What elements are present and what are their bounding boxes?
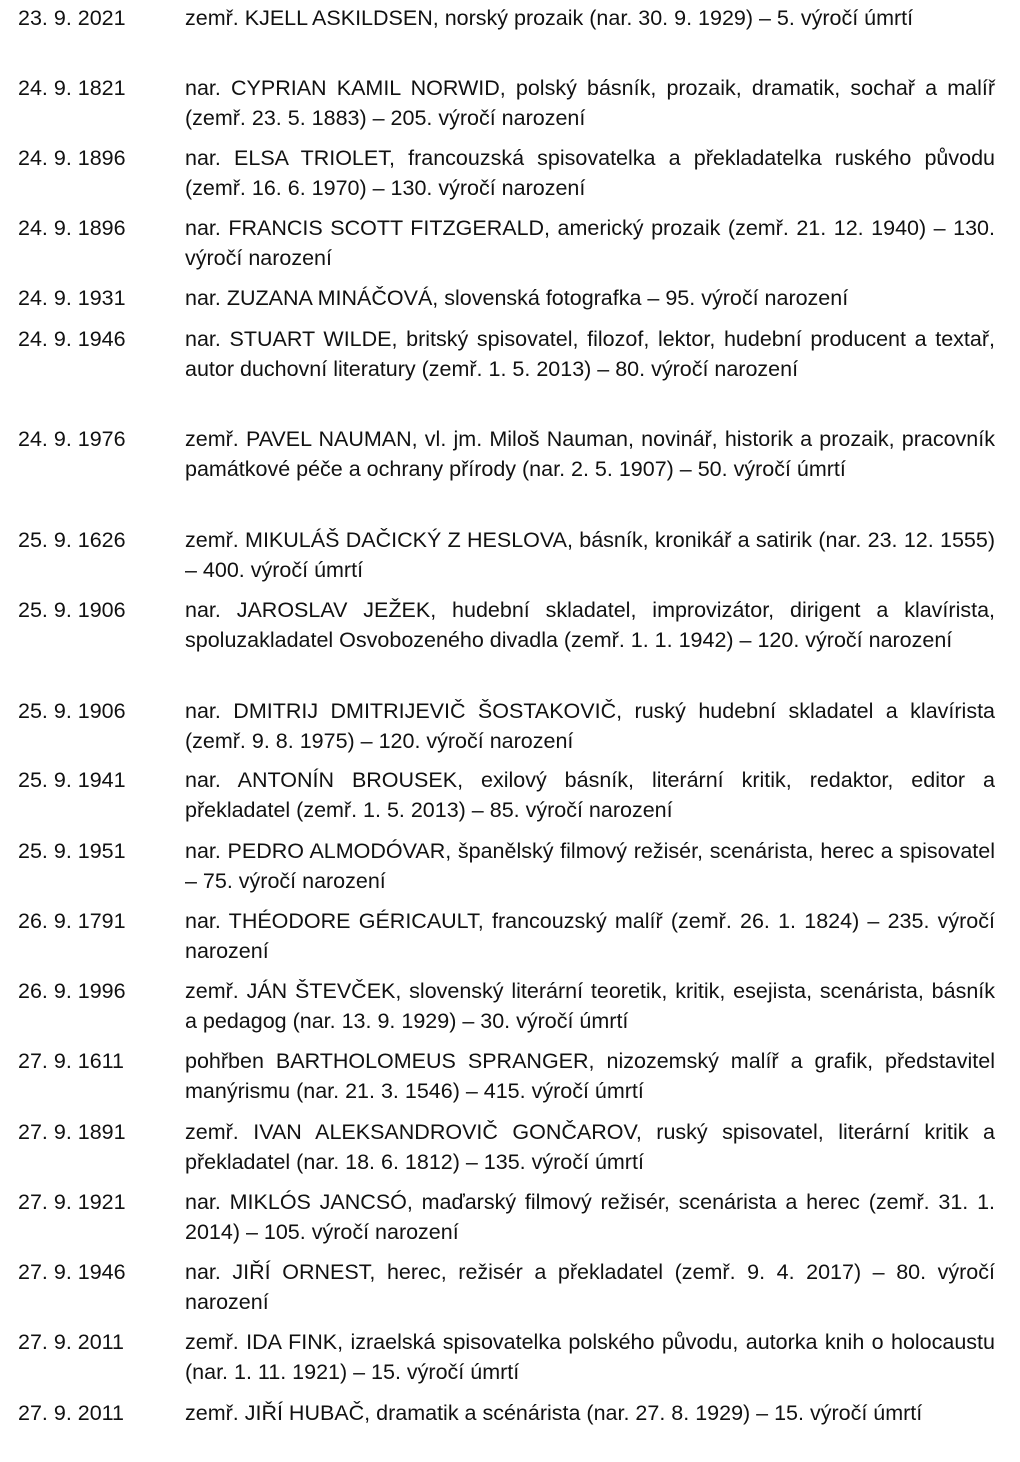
entry-date: 24. 9. 1896 <box>18 216 126 240</box>
entry-text: zemř. MIKULÁŠ DAČICKÝ Z HESLOVA, básník, kronikář a satirik (nar. 23. 12. 1555) – 400. výročí úmrtí <box>185 528 995 582</box>
entry-date: 24. 9. 1976 <box>18 427 126 451</box>
entry-date: 23. 9. 2021 <box>18 6 126 30</box>
entry-date: 24. 9. 1946 <box>18 327 126 351</box>
entry-text: nar. ANTONÍN BROUSEK, exilový básník, literární kritik, redaktor, editor a překladatel (zemř. 1. 5. 2013) – 85. výročí narození <box>185 768 995 822</box>
entry-text: zemř. PAVEL NAUMAN, vl. jm. Miloš Nauman, novinář, historik a prozaik, pracovník památkové péče a ochrany přírody (nar. 2. 5. 1907) – 50. výročí úmrtí <box>185 427 995 481</box>
entry-date: 27. 9. 1921 <box>18 1190 126 1214</box>
entry-text: zemř. JIŘÍ HUBAČ, dramatik a scénárista (nar. 27. 8. 1929) – 15. výročí úmrtí <box>185 1401 923 1425</box>
entry-text: nar. JAROSLAV JEŽEK, hudební skladatel, improvizátor, dirigent a klavírista, spoluzakladatel Osvobozeného divadla (zemř. 1. 1. 1942) – 120. výročí narození <box>185 598 995 652</box>
entry-date: 27. 9. 1946 <box>18 1260 126 1284</box>
entry-text: nar. THÉODORE GÉRICAULT, francouzský malíř (zemř. 26. 1. 1824) – 235. výročí narození <box>185 909 995 963</box>
entry-text: zemř. KJELL ASKILDSEN, norský prozaik (nar. 30. 9. 1929) – 5. výročí úmrtí <box>185 6 914 30</box>
entry-text: zemř. IVAN ALEKSANDROVIČ GONČAROV, ruský spisovatel, literární kritik a překladatel (nar. 18. 6. 1812) – 135. výročí úmrtí <box>185 1120 995 1174</box>
entry-text: nar. JIŘÍ ORNEST, herec, režisér a překladatel (zemř. 9. 4. 2017) – 80. výročí narození <box>185 1260 995 1314</box>
entry-text: nar. ELSA TRIOLET, francouzská spisovatelka a překladatelka ruského původu (zemř. 16. 6. 1970) – 130. výročí narození <box>185 146 995 200</box>
entry-date: 25. 9. 1951 <box>18 839 126 863</box>
entry-date: 24. 9. 1821 <box>18 76 126 100</box>
entry-date: 27. 9. 2011 <box>18 1401 124 1425</box>
entry-text: nar. PEDRO ALMODÓVAR, španělský filmový režisér, scenárista, herec a spisovatel – 75. výročí narození <box>185 839 995 893</box>
entry-text: zemř. JÁN ŠTEVČEK, slovenský literární teoretik, kritik, esejista, scenárista, básník a pedagog (nar. 13. 9. 1929) – 30. výročí úmrtí <box>185 979 995 1033</box>
entry-date: 25. 9. 1906 <box>18 598 126 622</box>
entry-text: nar. FRANCIS SCOTT FITZGERALD, americký prozaik (zemř. 21. 12. 1940) – 130. výročí narození <box>185 216 995 270</box>
entry-date: 24. 9. 1931 <box>18 286 126 310</box>
entry-text: zemř. IDA FINK, izraelská spisovatelka polského původu, autorka knih o holocaustu (nar. 1. 11. 1921) – 15. výročí úmrtí <box>185 1330 995 1384</box>
entry-date: 27. 9. 2011 <box>18 1330 124 1354</box>
entry-text: nar. MIKLÓS JANCSÓ, maďarský filmový režisér, scenárista a herec (zemř. 31. 1. 2014) – 105. výročí narození <box>185 1190 995 1244</box>
entry-date: 27. 9. 1891 <box>18 1120 126 1144</box>
entry-date: 25. 9. 1941 <box>18 768 126 792</box>
entry-date: 26. 9. 1791 <box>18 909 126 933</box>
entry-date: 26. 9. 1996 <box>18 979 126 1003</box>
entry-date: 24. 9. 1896 <box>18 146 126 170</box>
entry-date: 25. 9. 1626 <box>18 528 126 552</box>
entry-text: nar. ZUZANA MINÁČOVÁ, slovenská fotografka – 95. výročí narození <box>185 286 849 310</box>
entry-date: 27. 9. 1611 <box>18 1049 124 1073</box>
entry-text: nar. STUART WILDE, britský spisovatel, filozof, lektor, hudební producent a textař, autor duchovní literatury (zemř. 1. 5. 2013) – 80. výročí narození <box>185 327 995 381</box>
entry-date: 25. 9. 1906 <box>18 699 126 723</box>
entry-text: nar. CYPRIAN KAMIL NORWID, polský básník, prozaik, dramatik, sochař a malíř (zemř. 23. 5. 1883) – 205. výročí narození <box>185 76 995 130</box>
entry-text: nar. DMITRIJ DMITRIJEVIČ ŠOSTAKOVIČ, ruský hudební skladatel a klavírista (zemř. 9. 8. 1975) – 120. výročí narození <box>185 699 995 753</box>
entry-text: pohřben BARTHOLOMEUS SPRANGER, nizozemský malíř a grafik, představitel manýrismu (nar. 21. 3. 1546) – 415. výročí úmrtí <box>185 1049 995 1103</box>
